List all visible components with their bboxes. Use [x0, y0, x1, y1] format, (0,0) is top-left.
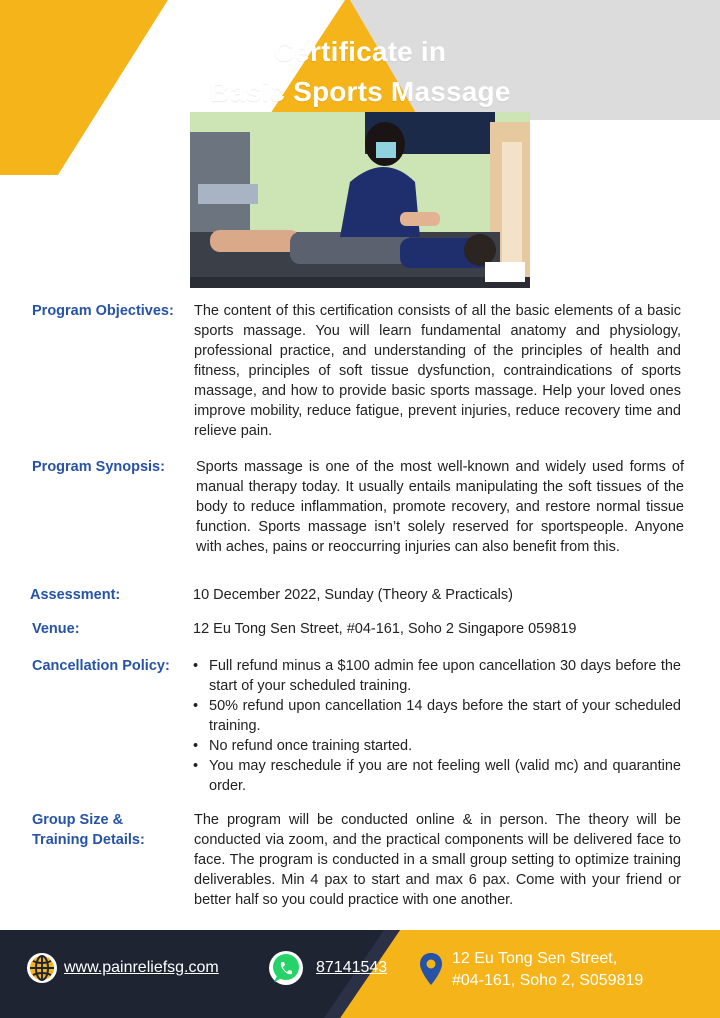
objectives-text: The content of this certification consists of all the basic elements of a basic sports massage. You will learn fundamental anatomy and physiology, professional practice, and understanding of the principles of health and fitness, principles of soft tissue dysfunction, contraindications of sports massage, and how to provide basic sports massage. Help your loved ones improve mobility, reduce fatigue, prevent injuries, reduce recovery time and relieve pain. — [194, 303, 681, 439]
list-item: • 50% refund upon cancellation 14 days before the start of your scheduled training. — [191, 696, 681, 736]
venue-text: 12 Eu Tong Sen Street, #04-161, Soho 2 Singapore 059819 — [193, 621, 577, 637]
location-pin-icon — [418, 952, 444, 988]
list-item: • You may reschedule if you are not feeling well (valid mc) and quarantine order. — [191, 756, 681, 796]
group-label-line-2: Training Details: — [32, 832, 145, 848]
whatsapp-icon — [268, 950, 304, 986]
phone-group — [268, 950, 387, 986]
assessment-label: Assessment: — [30, 587, 121, 603]
page-title — [0, 32, 720, 112]
list-item: • No refund once training started. — [191, 736, 681, 756]
group-text: The program will be conducted online & in person. The theory will be conducted via zoom, and the practical components will be delivered face to face. The program is conducted in a small group setting to optimize training deliverables. Min 4 pax to start and max 6 pax. Come with your friend or better half so you could practice with one another. — [194, 812, 681, 908]
phone-link[interactable]: 87141543 — [316, 959, 388, 976]
assessment-text: 10 December 2022, Sunday (Theory & Practicals) — [193, 587, 513, 603]
website-group — [26, 952, 219, 984]
cancellation-label: Cancellation Policy: — [32, 658, 170, 674]
list-item: • Full refund minus a $100 admin fee upon cancellation 30 days before the start of your scheduled training. — [191, 656, 681, 696]
synopsis-text: Sports massage is one of the most well-known and widely used forms of manual therapy today. It usually entails manipulating the soft tissues of the body to reduce inflammation, promote recovery, and restore normal tissue function. Sports massage isn’t solely reserved for sportspeople. Anyone with aches, pains or reoccurring injuries can also benefit from this. — [196, 459, 684, 555]
address-line-2: #04-161, Soho 2, S059819 — [452, 972, 644, 989]
venue-label: Venue: — [32, 621, 80, 637]
synopsis-label: Program Synopsis: — [32, 459, 165, 475]
massage-photo — [190, 112, 530, 288]
footer — [0, 930, 720, 1018]
objectives-label: Program Objectives: — [32, 303, 174, 319]
title-line-2: Basic Sports Massage — [209, 76, 511, 107]
title-line-1: Certificate in — [273, 36, 447, 67]
address-line-1: 12 Eu Tong Sen Street, — [452, 950, 618, 967]
group-label — [32, 810, 145, 850]
address-group — [418, 948, 643, 992]
group-label-line-1: Group Size & — [32, 812, 124, 828]
website-link[interactable]: www.painreliefsg.com — [64, 959, 219, 976]
cancellation-list — [191, 656, 681, 796]
globe-icon — [26, 952, 58, 984]
